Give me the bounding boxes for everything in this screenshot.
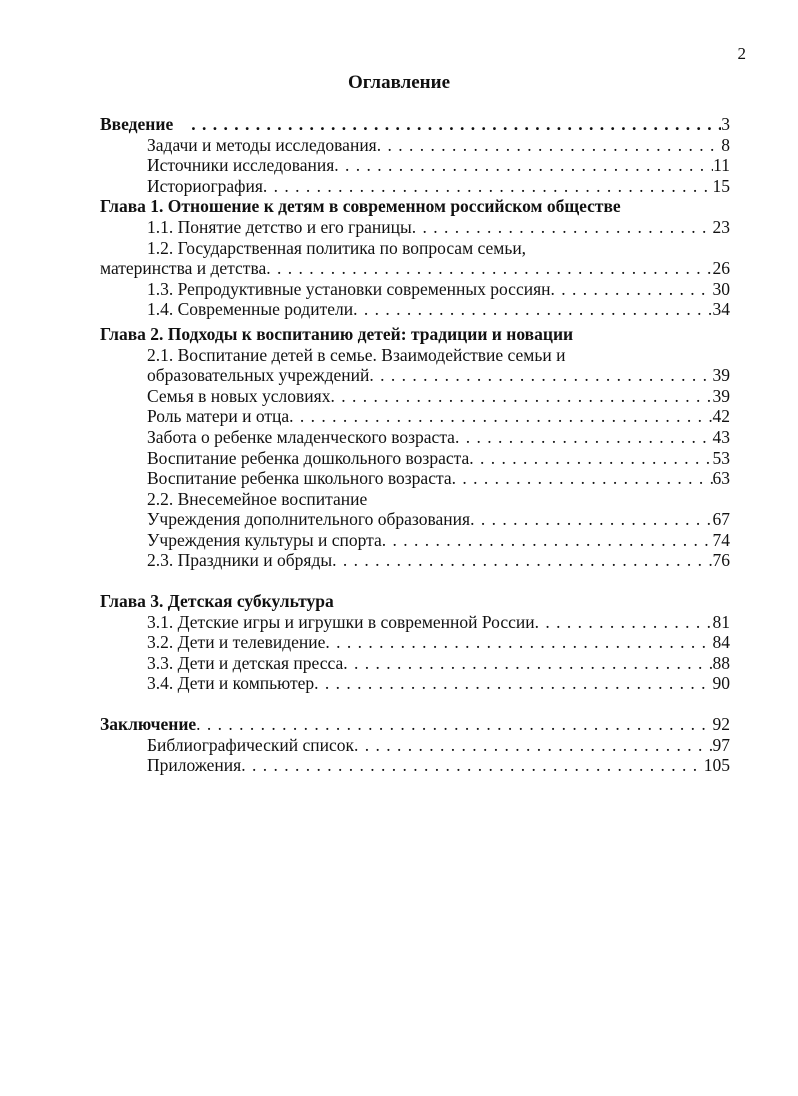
toc-entry[interactable] [100, 550, 730, 571]
toc-label: Источники исследования [147, 155, 335, 176]
toc-entry[interactable] [100, 279, 730, 300]
toc-leader [289, 406, 712, 427]
toc-leader [535, 612, 713, 633]
toc-leader [382, 530, 713, 551]
toc-chapter-3[interactable]: Глава 3. Детская субкультура [100, 591, 334, 612]
toc-leader [354, 735, 712, 756]
toc-label: образовательных учреждений [147, 365, 370, 386]
toc-leader [314, 673, 712, 694]
toc-page: 42 [712, 406, 730, 427]
toc-page: 3 [721, 114, 730, 134]
page-title: Оглавление [347, 72, 451, 93]
toc-label: Введение [100, 114, 174, 134]
toc-entry[interactable] [100, 135, 730, 156]
toc-entry[interactable] [100, 406, 730, 427]
page-number: 2 [737, 44, 746, 63]
toc-page: 92 [712, 714, 730, 735]
toc-entry-text[interactable]: 2.1. Воспитание детей в семье. Взаимодействие семьи и [147, 344, 566, 365]
toc-page: 63 [712, 468, 730, 489]
toc-page: 105 [703, 755, 730, 776]
toc-leader [263, 176, 713, 197]
toc-entry[interactable] [100, 735, 730, 756]
toc-page: 11 [713, 155, 730, 176]
toc-entry[interactable] [100, 612, 730, 633]
toc-leader [241, 755, 704, 776]
toc-label: Приложения [147, 755, 242, 776]
toc-leader [470, 509, 712, 530]
toc-label: 1.1. Понятие детство и его границы [147, 216, 412, 237]
toc-page: 76 [712, 550, 730, 571]
toc-leader [196, 714, 712, 735]
toc-label: 1.3. Репродуктивные установки современных россиян [147, 278, 551, 299]
toc-label: Историография [147, 175, 263, 196]
toc-entry[interactable] [100, 653, 730, 674]
toc-entry[interactable] [100, 673, 730, 694]
toc-leader [377, 135, 722, 156]
toc-entry[interactable] [100, 509, 730, 530]
toc-label: Библиографический список [147, 734, 355, 755]
toc-page: 43 [712, 426, 730, 447]
toc-entry-continued[interactable] [100, 258, 730, 279]
toc-leader [369, 365, 712, 386]
toc-page: 88 [712, 652, 730, 673]
toc-label: 3.2. Дети и телевидение [147, 632, 326, 653]
toc-entry[interactable] [100, 386, 730, 407]
toc-label: 3.4. Дети и компьютер [147, 673, 315, 694]
toc-leader [266, 258, 712, 279]
toc-leader [452, 468, 713, 489]
toc-entry-text[interactable]: 1.2. Государственная политика по вопросам семьи, [147, 237, 527, 258]
toc-entry-conclusion[interactable] [100, 714, 730, 735]
toc-label: Семья в новых условиях [147, 385, 331, 406]
toc-entry-intro[interactable] [100, 114, 730, 135]
spacer [100, 571, 730, 591]
toc-entry[interactable] [100, 530, 730, 551]
toc-leader [343, 653, 712, 674]
toc-leader [334, 155, 713, 176]
toc-label: Учреждения культуры и спорта [147, 529, 382, 550]
toc-page: 74 [712, 529, 730, 550]
toc-leader [173, 114, 721, 135]
toc-page: 8 [721, 134, 730, 155]
toc-page: 84 [712, 632, 730, 653]
toc-page: 34 [712, 299, 730, 320]
toc-label: Роль матери и отца [147, 406, 290, 427]
toc-leader [469, 448, 712, 469]
toc-label: Воспитание ребенка школьного возраста [147, 468, 452, 489]
toc-page: 53 [712, 447, 730, 468]
toc-label: 3.3. Дети и детская пресса [147, 652, 344, 673]
toc-leader [551, 279, 713, 300]
spacer [100, 694, 730, 714]
toc-label: 2.3. Праздники и обряды [147, 550, 333, 571]
toc-label: Воспитание ребенка дошкольного возраста [147, 447, 470, 468]
toc-leader [412, 217, 713, 238]
toc-page: 81 [712, 611, 730, 632]
toc-page: 15 [712, 175, 730, 196]
toc-leader [353, 299, 712, 320]
toc-entry[interactable] [100, 632, 730, 653]
toc-label: Задачи и методы исследования [147, 134, 377, 155]
toc-leader [455, 427, 713, 448]
toc-label: 3.1. Детские игры и игрушки в современной России [147, 611, 535, 632]
toc-entry[interactable] [100, 299, 730, 320]
toc-page: 30 [712, 278, 730, 299]
toc-page: 67 [712, 509, 730, 530]
toc-entry-text[interactable]: 2.2. Внесемейное воспитание [147, 488, 368, 509]
toc-leader [330, 386, 712, 407]
toc-entry[interactable] [100, 448, 730, 469]
table-of-contents [100, 114, 730, 776]
toc-page: 97 [712, 734, 730, 755]
toc-page: 23 [712, 216, 730, 237]
toc-page: 39 [712, 385, 730, 406]
toc-entry[interactable] [100, 176, 730, 197]
toc-entry[interactable] [100, 427, 730, 448]
toc-label: Заключение [100, 714, 197, 735]
toc-page: 39 [712, 365, 730, 386]
toc-label: 1.4. Современные родители [147, 299, 354, 320]
toc-page: 26 [712, 258, 730, 279]
toc-label: Забота о ребенке младенческого возраста [147, 426, 455, 447]
toc-entry[interactable] [100, 755, 730, 776]
toc-label: материнства и детства [100, 258, 267, 279]
toc-page: 90 [712, 673, 730, 694]
toc-leader [332, 550, 712, 571]
toc-chapter-1[interactable]: Глава 1. Отношение к детям в современном российском обществе [100, 196, 621, 217]
toc-entry-continued[interactable] [100, 365, 730, 386]
toc-chapter-2[interactable]: Глава 2. Подходы к воспитанию детей: традиции и новации [100, 323, 574, 344]
toc-entry[interactable] [100, 468, 730, 489]
toc-entry[interactable] [100, 155, 730, 176]
toc-leader [325, 632, 712, 653]
toc-label: Учреждения дополнительного образования [147, 509, 471, 530]
toc-entry[interactable] [100, 217, 730, 238]
